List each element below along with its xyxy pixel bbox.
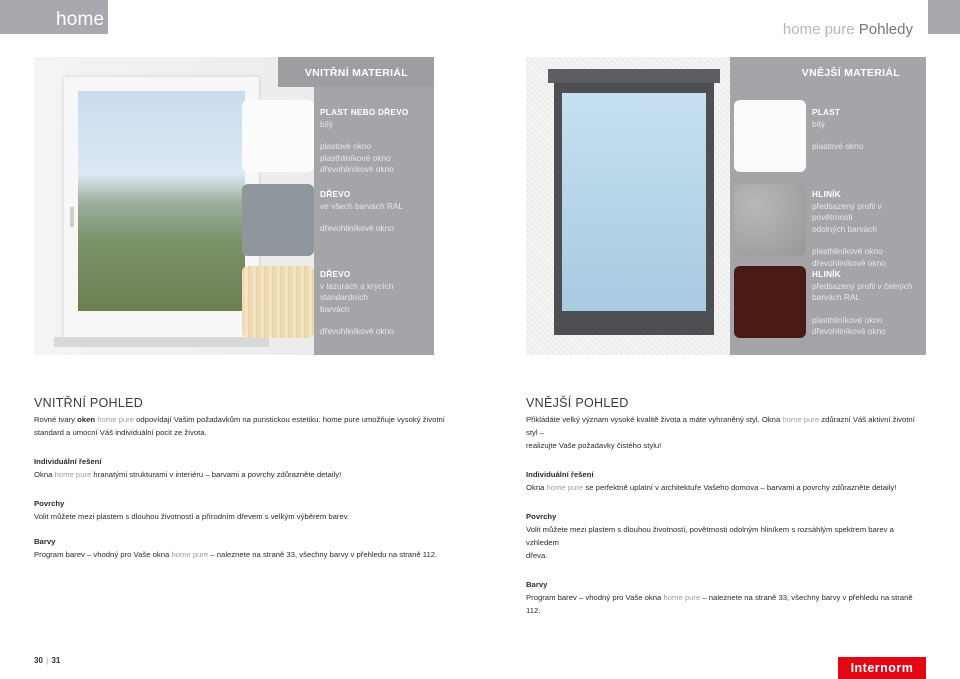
interior-view-intro-2: standard a umocní Váš individuální pocit ze života. bbox=[34, 428, 207, 437]
text-run-highlight: home pure bbox=[171, 550, 209, 559]
material-line: dřevohliníkové okno bbox=[812, 326, 886, 336]
material-block-drevo-lazura bbox=[320, 269, 428, 338]
text-run-highlight: home pure bbox=[782, 415, 820, 424]
material-block-hlinik-ral bbox=[812, 269, 920, 338]
text-run: Program barev – vhodný pro Vaše okna bbox=[34, 550, 172, 559]
page-number-right: 31 bbox=[51, 656, 61, 665]
material-subtitle: barvách bbox=[320, 303, 350, 314]
exterior-material-header bbox=[526, 57, 926, 87]
material-block-drevo-ral bbox=[320, 189, 428, 235]
material-subtitle: odolných barvách bbox=[812, 223, 878, 234]
material-line: dřevohliníkové okno bbox=[812, 257, 886, 268]
material-title: PLAST bbox=[812, 107, 841, 117]
interior-s3-title: Barvy bbox=[34, 537, 56, 546]
text-run-highlight: home pure bbox=[54, 470, 92, 479]
material-block-hlinik-odolny bbox=[812, 189, 920, 269]
exterior-s1-title: Individuální řešení bbox=[526, 470, 594, 479]
swatch-white bbox=[242, 100, 314, 172]
interior-material-heading: VNITŘNÍ MATERIÁL bbox=[304, 67, 408, 79]
text-run: se perfektně uplatní v architektuře Vašeho domova – barvami a povrchy zdůrazněte detaily! bbox=[583, 483, 897, 492]
exterior-s3-title: Barvy bbox=[526, 580, 548, 589]
exterior-view-intro bbox=[526, 413, 926, 439]
text-run: Okna bbox=[526, 483, 547, 492]
material-title: HLINÍK bbox=[812, 189, 841, 199]
interior-window-frame bbox=[64, 77, 259, 341]
exterior-window-frame bbox=[554, 69, 714, 335]
corner-tab bbox=[928, 0, 960, 34]
swatch-gray bbox=[242, 184, 314, 256]
swatch-wood bbox=[242, 266, 314, 338]
text-run: odpovídají Vašim požadavkům na puristickou estetiku. home pure umožňuje vysoký životní bbox=[134, 415, 445, 424]
material-line: plasthliníkové okno bbox=[812, 246, 883, 256]
page-number-left: 30 bbox=[34, 656, 43, 665]
material-subtitle: ve všech barvách RAL bbox=[320, 200, 404, 211]
material-line: dřevohliníkové okno bbox=[320, 164, 394, 174]
material-line: plastové okno bbox=[320, 141, 372, 151]
exterior-s2-text-2: dřeva. bbox=[526, 551, 548, 560]
window-handle-icon bbox=[70, 207, 74, 227]
material-line: plasthliníkové okno bbox=[320, 152, 391, 163]
swatch-metal bbox=[734, 184, 806, 256]
text-run: zdůrazní Váš aktivní životní styl – bbox=[526, 415, 915, 437]
page-title-main: Pohledy bbox=[858, 21, 913, 38]
material-subtitle: barvách RAL bbox=[812, 292, 860, 302]
exterior-material-heading: VNĚJŠÍ MATERIÁL bbox=[801, 67, 900, 79]
interior-view-section bbox=[34, 397, 464, 561]
interior-s1-text bbox=[34, 468, 464, 481]
exterior-s2-text: Volit můžete mezi plastem s dlouhou životností, povětrnosti odolným hliníkem s rozsáhlým spektrem barev a vzhledem bbox=[526, 525, 894, 547]
material-title: PLAST NEBO DŘEVO bbox=[320, 107, 409, 117]
brand-wordmark: Internorm bbox=[850, 661, 914, 675]
material-line: dřevohliníkové okno bbox=[320, 326, 394, 336]
interior-material-header bbox=[278, 57, 434, 87]
text-run: – naleznete na straně 33, všechny barvy v přehledu na straně 112. bbox=[208, 550, 438, 559]
internorm-logo bbox=[838, 657, 926, 679]
text-run: Program barev – vhodný pro Vaše okna bbox=[526, 593, 664, 602]
material-subtitle: bílý bbox=[812, 118, 825, 129]
material-subtitle: bílý bbox=[320, 118, 333, 129]
material-subtitle: v lazurách a krycích standardních bbox=[320, 280, 394, 302]
text-run-highlight: home pure bbox=[663, 593, 701, 602]
text-run: Okna bbox=[34, 470, 55, 479]
material-block-plast-drevo bbox=[320, 107, 428, 176]
exterior-window-photo bbox=[526, 57, 730, 355]
interior-s2-text: Volit můžete mezi plastem s dlouhou životností a přírodním dřevem s velkým výběrem barev. bbox=[34, 512, 350, 521]
text-run-highlight: home pure bbox=[546, 483, 584, 492]
page-numbers bbox=[34, 656, 60, 665]
text-run: Rovné tvary bbox=[34, 415, 78, 424]
material-title: DŘEVO bbox=[320, 269, 351, 279]
interior-view-intro bbox=[34, 413, 464, 426]
page-title-accent: home pure bbox=[782, 21, 855, 38]
material-subtitle: předsazený profil v četných bbox=[812, 280, 913, 291]
exterior-s3-text bbox=[526, 591, 926, 617]
exterior-s1-text bbox=[526, 481, 926, 494]
interior-s3-text bbox=[34, 548, 464, 561]
text-run: Přikládáte velký význam vysoké kvalitě života a máte vyhraněný styl. Okna bbox=[526, 415, 783, 424]
material-subtitle: předsazený profil v povětrnosti bbox=[812, 200, 882, 222]
text-run-bold: oken bbox=[77, 415, 96, 424]
swatch-white-exterior bbox=[734, 100, 806, 172]
page-number-separator: | bbox=[46, 656, 49, 665]
interior-view-heading: VNITŘNÍ POHLED bbox=[34, 396, 144, 410]
material-title: DŘEVO bbox=[320, 189, 351, 199]
interior-s1-title: Individuální řešení bbox=[34, 457, 102, 466]
text-run: – naleznete na straně 33, všechny barvy v přehledu na straně 112. bbox=[526, 593, 913, 615]
interior-window-glass bbox=[78, 91, 245, 311]
interior-material-panel bbox=[304, 57, 434, 355]
interior-s2-title: Povrchy bbox=[34, 499, 65, 508]
section-label: home bbox=[56, 9, 105, 30]
exterior-window-glass bbox=[562, 93, 706, 311]
swatch-brown bbox=[734, 266, 806, 338]
text-run: hranatými strukturami v interiéru – barvami a povrchy zdůrazněte detaily! bbox=[91, 470, 342, 479]
exterior-s2-title: Povrchy bbox=[526, 512, 557, 521]
exterior-view-heading: VNĚJŠÍ POHLED bbox=[526, 396, 629, 410]
material-block-plast bbox=[812, 107, 920, 153]
page-title bbox=[783, 21, 913, 38]
text-run-highlight: home pure bbox=[95, 415, 134, 424]
material-line: plastové okno bbox=[812, 141, 864, 151]
material-line: dřevohliníkové okno bbox=[320, 223, 394, 233]
window-sill bbox=[54, 337, 269, 347]
material-line: plasthliníkové okno bbox=[812, 314, 883, 325]
exterior-view-section bbox=[526, 397, 926, 617]
section-tab bbox=[0, 0, 108, 34]
exterior-view-intro-2: realizujte Vaše požadavky čistého stylu! bbox=[526, 441, 662, 450]
material-title: HLINÍK bbox=[812, 269, 841, 279]
